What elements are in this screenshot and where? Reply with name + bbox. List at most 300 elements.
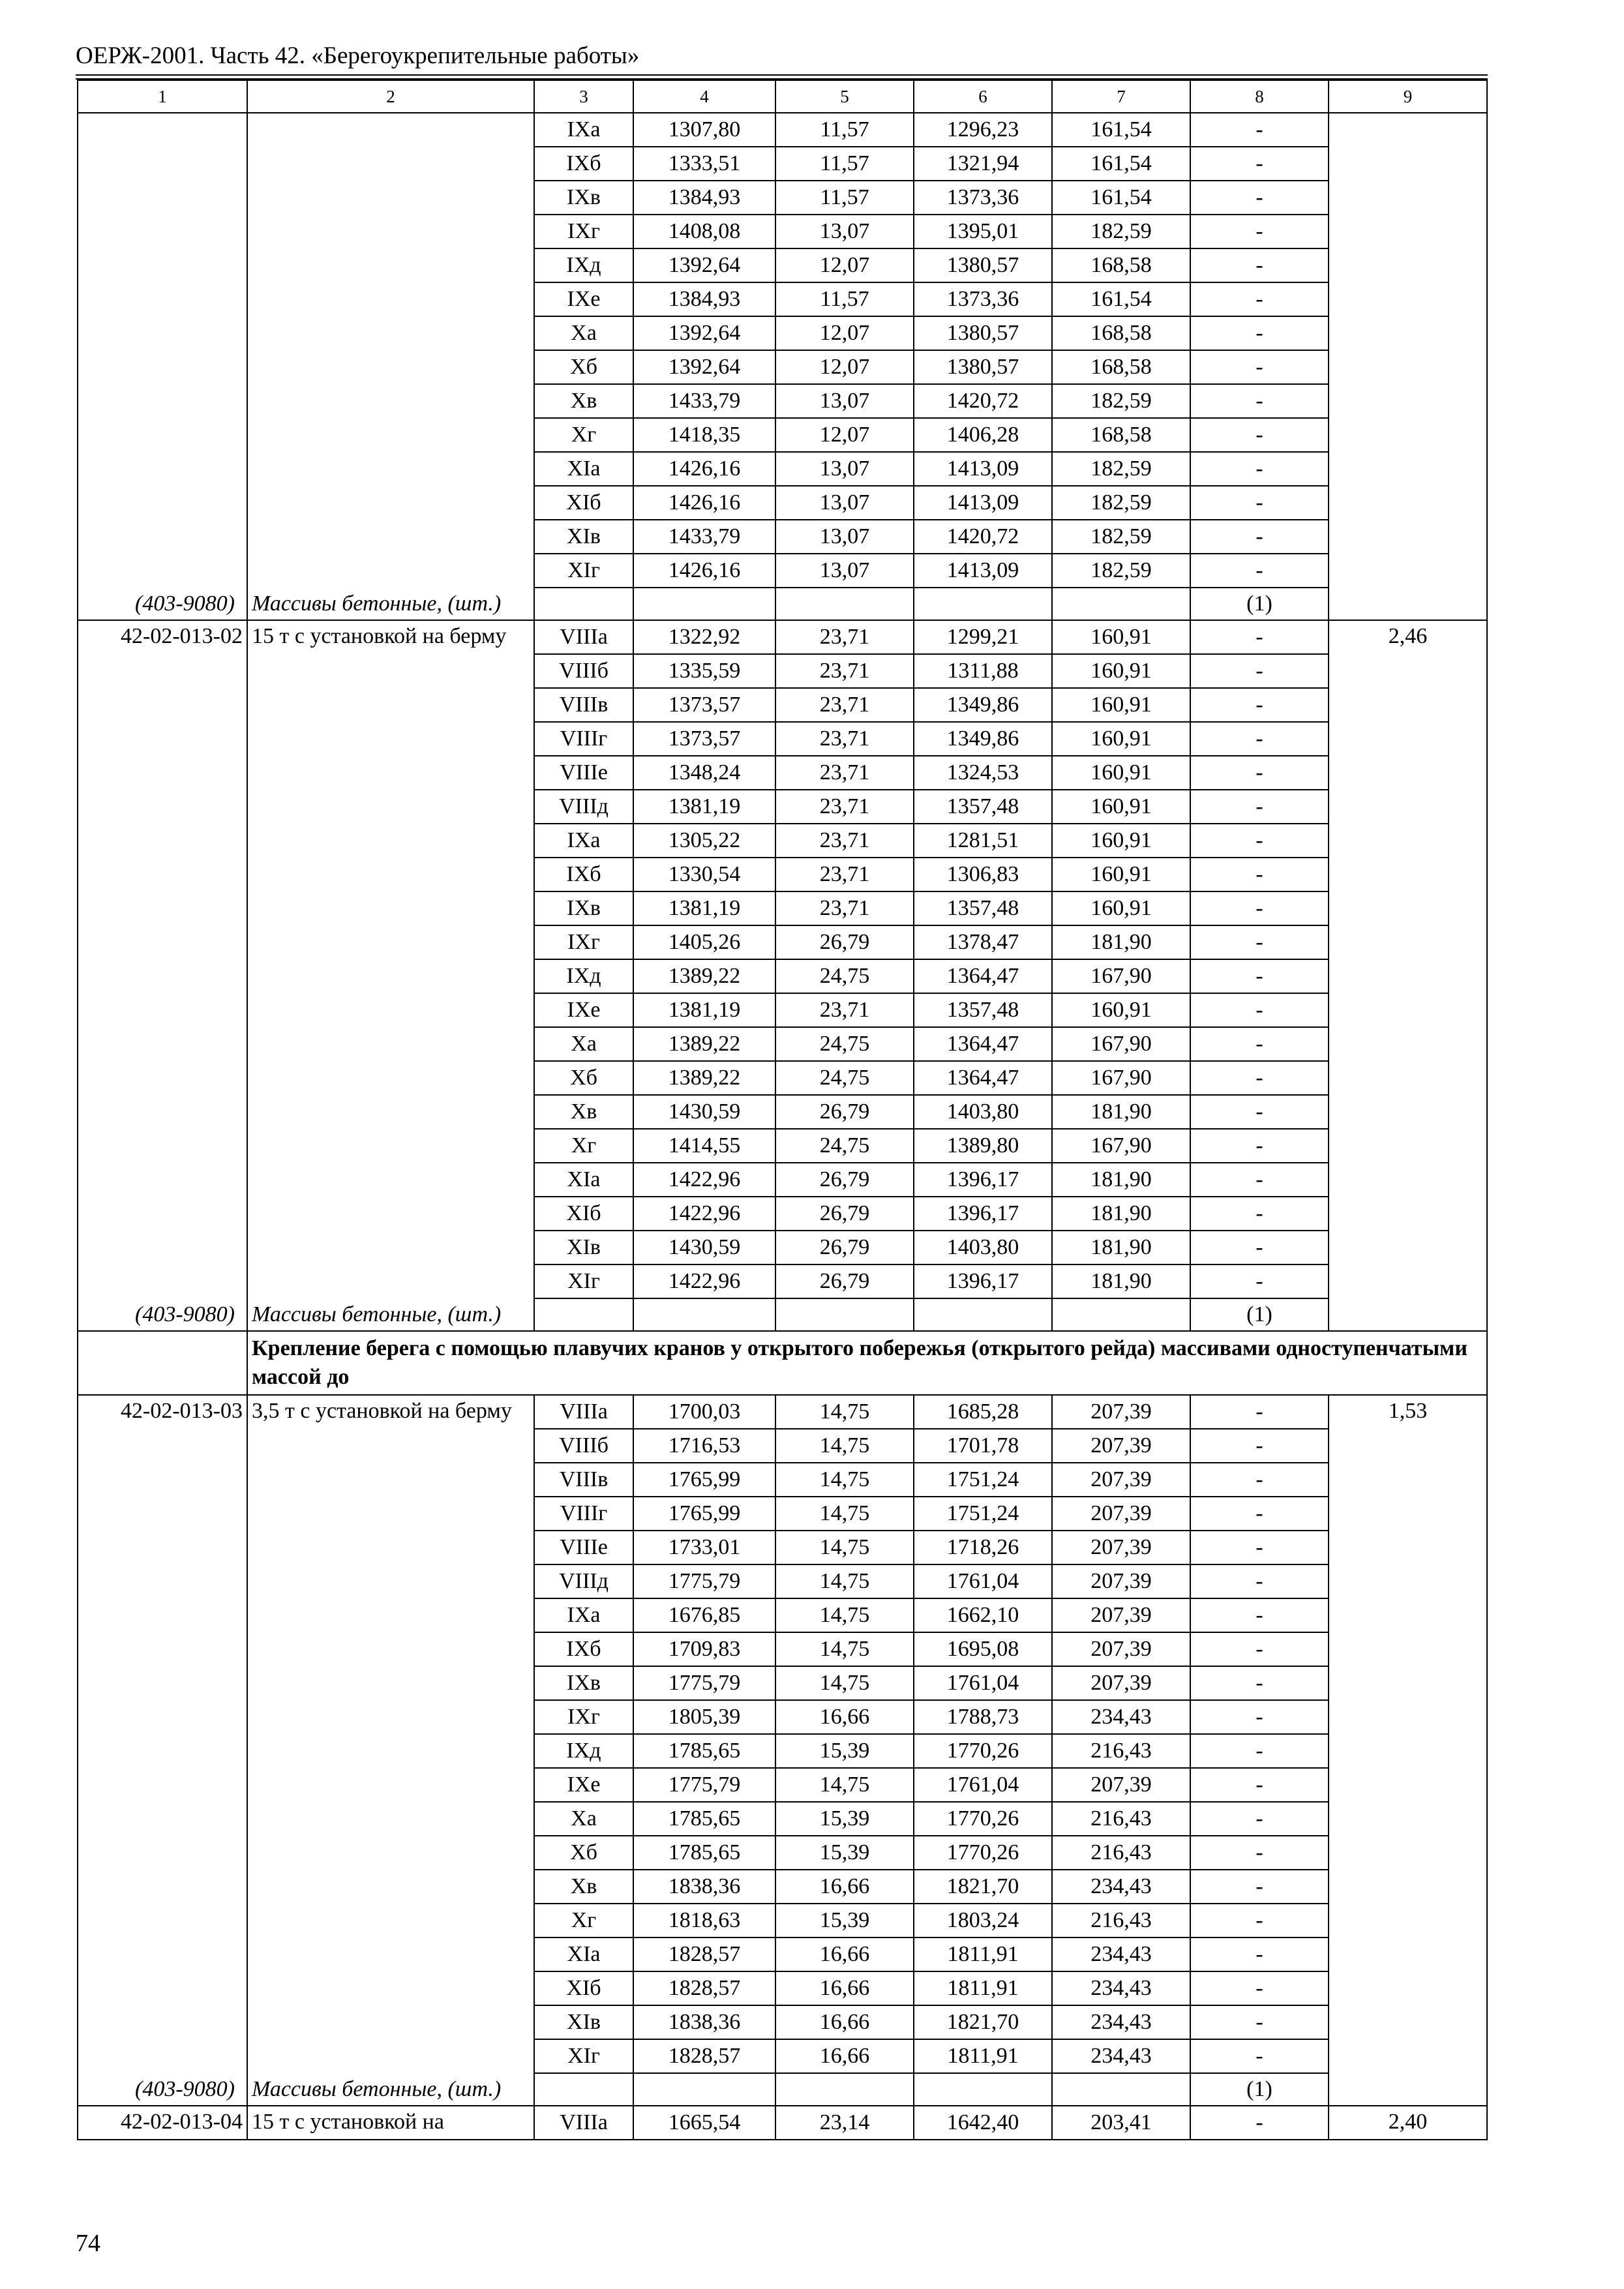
value-cell: - (1190, 1395, 1329, 1429)
zone-cell: IXв (534, 1666, 633, 1700)
value-cell: 161,54 (1052, 181, 1190, 215)
value-cell: 1426,16 (633, 486, 775, 520)
table-body (78, 80, 1487, 2140)
value-cell: 1389,22 (633, 1061, 775, 1095)
value-cell: 14,75 (775, 1598, 914, 1632)
value-cell: - (1190, 1531, 1329, 1564)
value-cell: 1785,65 (633, 1836, 775, 1870)
value-cell: 26,79 (775, 1264, 914, 1298)
value-cell: 1373,36 (914, 282, 1052, 316)
value-cell: 1642,40 (914, 2106, 1052, 2140)
value-cell: 26,79 (775, 1231, 914, 1264)
value-cell: 167,90 (1052, 1129, 1190, 1163)
empty-cell (534, 2073, 633, 2106)
value-cell: 216,43 (1052, 1904, 1190, 1937)
value-cell: - (1190, 688, 1329, 722)
rate-code (78, 113, 247, 620)
column-number: 3 (534, 80, 633, 113)
value-cell: 16,66 (775, 2039, 914, 2073)
value-cell: - (1190, 858, 1329, 891)
value-cell: 1357,48 (914, 790, 1052, 824)
value-cell: 13,07 (775, 384, 914, 418)
zone-cell: IXд (534, 959, 633, 993)
column-number: 6 (914, 80, 1052, 113)
value-cell: - (1190, 1061, 1329, 1095)
resource-label: Массивы бетонные, (шт.) (252, 591, 502, 616)
value-cell: 1828,57 (633, 1971, 775, 2005)
value-cell: 1335,59 (633, 654, 775, 688)
zone-cell: IXб (534, 1632, 633, 1666)
value-cell: 1770,26 (914, 1734, 1052, 1768)
empty-cell (534, 1298, 633, 1331)
rate-name (247, 620, 534, 1331)
resource-qty: (1) (1190, 2073, 1329, 2106)
value-cell: 12,07 (775, 316, 914, 350)
value-cell: 26,79 (775, 1197, 914, 1231)
value-cell: - (1190, 654, 1329, 688)
zone-cell: IXг (534, 925, 633, 959)
value-cell: - (1190, 147, 1329, 181)
value-cell: 182,59 (1052, 384, 1190, 418)
value-cell: 168,58 (1052, 350, 1190, 384)
value-cell: 216,43 (1052, 1836, 1190, 1870)
table-row (78, 2106, 1487, 2140)
value-cell: 1413,09 (914, 486, 1052, 520)
value-cell: 26,79 (775, 1095, 914, 1129)
value-cell: 13,07 (775, 554, 914, 588)
value-cell: 167,90 (1052, 1061, 1190, 1095)
value-cell: 1695,08 (914, 1632, 1052, 1666)
value-cell: 1828,57 (633, 1937, 775, 1971)
value-cell: 1426,16 (633, 554, 775, 588)
value-cell: - (1190, 1497, 1329, 1531)
rate-name (247, 113, 534, 620)
value-cell: 1709,83 (633, 1632, 775, 1666)
empty-cell (534, 588, 633, 620)
value-cell: 1321,94 (914, 147, 1052, 181)
value-cell: 23,71 (775, 654, 914, 688)
rate-name-text: 15 т с установкой на берму (252, 624, 507, 648)
value-cell: 1676,85 (633, 1598, 775, 1632)
value-cell: 207,39 (1052, 1564, 1190, 1598)
value-cell: - (1190, 1231, 1329, 1264)
value-cell: 1311,88 (914, 654, 1052, 688)
value-cell: 160,91 (1052, 824, 1190, 858)
value-cell: 216,43 (1052, 1802, 1190, 1836)
zone-cell: Xа (534, 316, 633, 350)
zone-cell: XIа (534, 1163, 633, 1197)
value-cell: 1775,79 (633, 1768, 775, 1802)
value-cell: 1811,91 (914, 1937, 1052, 1971)
value-cell: 167,90 (1052, 1027, 1190, 1061)
value-cell: 1700,03 (633, 1395, 775, 1429)
value-cell: 1685,28 (914, 1395, 1052, 1429)
value-cell: 1422,96 (633, 1264, 775, 1298)
zone-cell: IXг (534, 215, 633, 248)
value-cell: 1364,47 (914, 1027, 1052, 1061)
value-cell: 1384,93 (633, 282, 775, 316)
rate-name-text: 15 т с установкой на (252, 2110, 444, 2134)
empty-cell (633, 588, 775, 620)
value-cell: 1761,04 (914, 1564, 1052, 1598)
value-cell: 1770,26 (914, 1802, 1052, 1836)
value-cell: - (1190, 1768, 1329, 1802)
value-cell: 181,90 (1052, 1095, 1190, 1129)
value-cell: 161,54 (1052, 147, 1190, 181)
labor-cell: 2,40 (1329, 2106, 1487, 2140)
value-cell: 1405,26 (633, 925, 775, 959)
empty-cell (775, 1298, 914, 1331)
value-cell: 14,75 (775, 1666, 914, 1700)
column-number: 2 (247, 80, 534, 113)
value-cell: 160,91 (1052, 858, 1190, 891)
value-cell: 1378,47 (914, 925, 1052, 959)
value-cell: 234,43 (1052, 1870, 1190, 1904)
rate-code-text: 42-02-013-04 (121, 2110, 243, 2134)
value-cell: 11,57 (775, 147, 914, 181)
value-cell: - (1190, 554, 1329, 588)
value-cell: - (1190, 1129, 1329, 1163)
value-cell: 234,43 (1052, 2005, 1190, 2039)
value-cell: 1751,24 (914, 1463, 1052, 1497)
zone-cell: Xв (534, 1870, 633, 1904)
value-cell: 23,71 (775, 824, 914, 858)
value-cell: 1357,48 (914, 891, 1052, 925)
section-empty-cell (78, 1331, 247, 1395)
value-cell: 23,71 (775, 620, 914, 654)
zone-cell: VIIIд (534, 790, 633, 824)
value-cell: 207,39 (1052, 1463, 1190, 1497)
zone-cell: VIIIг (534, 1497, 633, 1531)
resource-code: (403-9080) (135, 2077, 235, 2101)
value-cell: 1408,08 (633, 215, 775, 248)
value-cell: 16,66 (775, 1971, 914, 2005)
value-cell: 1380,57 (914, 350, 1052, 384)
value-cell: - (1190, 452, 1329, 486)
value-cell: 1716,53 (633, 1429, 775, 1463)
value-cell: - (1190, 1870, 1329, 1904)
value-cell: 1330,54 (633, 858, 775, 891)
value-cell: 23,14 (775, 2106, 914, 2140)
value-cell: 168,58 (1052, 418, 1190, 452)
value-cell: 24,75 (775, 959, 914, 993)
empty-cell (775, 2073, 914, 2106)
value-cell: 26,79 (775, 1163, 914, 1197)
value-cell: 23,71 (775, 722, 914, 756)
value-cell: - (1190, 824, 1329, 858)
value-cell: 24,75 (775, 1061, 914, 1095)
value-cell: 1765,99 (633, 1463, 775, 1497)
value-cell: 23,71 (775, 993, 914, 1027)
value-cell: 203,41 (1052, 2106, 1190, 2140)
empty-cell (914, 2073, 1052, 2106)
value-cell: 1765,99 (633, 1497, 775, 1531)
value-cell: 1403,80 (914, 1095, 1052, 1129)
zone-cell: Xв (534, 1095, 633, 1129)
rate-code (78, 620, 247, 1331)
column-number: 1 (78, 80, 247, 113)
value-cell: 13,07 (775, 215, 914, 248)
rate-code-text: 42-02-013-02 (121, 624, 243, 648)
zone-cell: IXв (534, 181, 633, 215)
zone-cell: IXе (534, 282, 633, 316)
empty-cell (1052, 2073, 1190, 2106)
value-cell: - (1190, 722, 1329, 756)
value-cell: 161,54 (1052, 282, 1190, 316)
value-cell: 15,39 (775, 1734, 914, 1768)
value-cell: - (1190, 790, 1329, 824)
value-cell: 1373,57 (633, 688, 775, 722)
value-cell: - (1190, 1734, 1329, 1768)
value-cell: 15,39 (775, 1802, 914, 1836)
value-cell: 234,43 (1052, 2039, 1190, 2073)
value-cell: 1803,24 (914, 1904, 1052, 1937)
value-cell: 181,90 (1052, 1163, 1190, 1197)
zone-cell: XIг (534, 1264, 633, 1298)
zone-cell: XIв (534, 2005, 633, 2039)
value-cell: 13,07 (775, 486, 914, 520)
value-cell: 1333,51 (633, 147, 775, 181)
value-cell: 1384,93 (633, 181, 775, 215)
value-cell: - (1190, 1836, 1329, 1870)
zone-cell: IXв (534, 891, 633, 925)
value-cell: 13,07 (775, 452, 914, 486)
resource-qty: (1) (1190, 588, 1329, 620)
resource-label: Массивы бетонные, (шт.) (252, 2077, 502, 2101)
value-cell: 14,75 (775, 1497, 914, 1531)
value-cell: 1299,21 (914, 620, 1052, 654)
value-cell: 1392,64 (633, 316, 775, 350)
value-cell: 1281,51 (914, 824, 1052, 858)
table-row (78, 1395, 1487, 1429)
value-cell: - (1190, 993, 1329, 1027)
zone-cell: IXб (534, 147, 633, 181)
value-cell: 1422,96 (633, 1197, 775, 1231)
value-cell: - (1190, 1632, 1329, 1666)
rates-table (77, 80, 1488, 2140)
zone-cell: IXе (534, 993, 633, 1027)
value-cell: 1413,09 (914, 452, 1052, 486)
value-cell: 1821,70 (914, 1870, 1052, 1904)
value-cell: - (1190, 248, 1329, 282)
zone-cell: XIг (534, 2039, 633, 2073)
value-cell: 1433,79 (633, 520, 775, 554)
value-cell: 160,91 (1052, 620, 1190, 654)
value-cell: 11,57 (775, 181, 914, 215)
zone-cell: Xг (534, 418, 633, 452)
value-cell: 1395,01 (914, 215, 1052, 248)
value-cell: 1718,26 (914, 1531, 1052, 1564)
value-cell: 1306,83 (914, 858, 1052, 891)
value-cell: 15,39 (775, 1904, 914, 1937)
value-cell: 160,91 (1052, 688, 1190, 722)
value-cell: 1307,80 (633, 113, 775, 147)
value-cell: - (1190, 1937, 1329, 1971)
value-cell: 14,75 (775, 1531, 914, 1564)
zone-cell: Xг (534, 1904, 633, 1937)
value-cell: 1821,70 (914, 2005, 1052, 2039)
value-cell: 1751,24 (914, 1497, 1052, 1531)
value-cell: 1761,04 (914, 1768, 1052, 1802)
section-heading-row (78, 1331, 1487, 1395)
value-cell: 12,07 (775, 350, 914, 384)
value-cell: 1818,63 (633, 1904, 775, 1937)
resource-code: (403-9080) (135, 591, 235, 616)
value-cell: - (1190, 1802, 1329, 1836)
resource-code: (403-9080) (135, 1302, 235, 1326)
value-cell: - (1190, 1463, 1329, 1497)
zone-cell: IXе (534, 1768, 633, 1802)
rate-code (78, 2106, 247, 2140)
value-cell: 181,90 (1052, 1231, 1190, 1264)
value-cell: 23,71 (775, 858, 914, 891)
value-cell: 207,39 (1052, 1429, 1190, 1463)
page-header: ОЕРЖ-2001. Часть 42. «Берегоукрепительные работы» (76, 42, 640, 69)
value-cell: 1392,64 (633, 248, 775, 282)
value-cell: 23,71 (775, 790, 914, 824)
value-cell: 160,91 (1052, 756, 1190, 790)
value-cell: 1380,57 (914, 316, 1052, 350)
value-cell: 1392,64 (633, 350, 775, 384)
zone-cell: VIIIе (534, 756, 633, 790)
value-cell: 1418,35 (633, 418, 775, 452)
column-number: 8 (1190, 80, 1329, 113)
zone-cell: VIIIе (534, 1531, 633, 1564)
value-cell: 1788,73 (914, 1700, 1052, 1734)
value-cell: 168,58 (1052, 248, 1190, 282)
value-cell: 12,07 (775, 248, 914, 282)
value-cell: - (1190, 486, 1329, 520)
zone-cell: IXд (534, 248, 633, 282)
value-cell: 1381,19 (633, 790, 775, 824)
value-cell: 1430,59 (633, 1231, 775, 1264)
value-cell: 1422,96 (633, 1163, 775, 1197)
value-cell: 234,43 (1052, 1937, 1190, 1971)
zone-cell: VIIIа (534, 620, 633, 654)
value-cell: - (1190, 316, 1329, 350)
value-cell: 1838,36 (633, 2005, 775, 2039)
value-cell: 11,57 (775, 113, 914, 147)
value-cell: 1733,01 (633, 1531, 775, 1564)
value-cell: 14,75 (775, 1768, 914, 1802)
value-cell: - (1190, 1700, 1329, 1734)
value-cell: 23,71 (775, 891, 914, 925)
value-cell: - (1190, 925, 1329, 959)
empty-cell (633, 2073, 775, 2106)
value-cell: - (1190, 2005, 1329, 2039)
value-cell: 1403,80 (914, 1231, 1052, 1264)
value-cell: - (1190, 418, 1329, 452)
value-cell: 1396,17 (914, 1163, 1052, 1197)
value-cell: - (1190, 1197, 1329, 1231)
rate-code (78, 1395, 247, 2106)
value-cell: 1389,22 (633, 1027, 775, 1061)
value-cell: 160,91 (1052, 722, 1190, 756)
value-cell: 15,39 (775, 1836, 914, 1870)
zone-cell: VIIIа (534, 2106, 633, 2140)
value-cell: 14,75 (775, 1564, 914, 1598)
value-cell: 168,58 (1052, 316, 1190, 350)
empty-cell (1052, 1298, 1190, 1331)
column-number: 5 (775, 80, 914, 113)
value-cell: - (1190, 282, 1329, 316)
value-cell: 1838,36 (633, 1870, 775, 1904)
value-cell: 181,90 (1052, 1197, 1190, 1231)
value-cell: 14,75 (775, 1429, 914, 1463)
value-cell: 234,43 (1052, 1700, 1190, 1734)
zone-cell: Xб (534, 1061, 633, 1095)
zone-cell: Xа (534, 1802, 633, 1836)
value-cell: 16,66 (775, 1700, 914, 1734)
rate-name (247, 2106, 534, 2140)
value-cell: - (1190, 1564, 1329, 1598)
value-cell: - (1190, 959, 1329, 993)
labor-cell (1329, 113, 1487, 620)
zone-cell: Xв (534, 384, 633, 418)
zone-cell: VIIIг (534, 722, 633, 756)
column-number: 4 (633, 80, 775, 113)
value-cell: 1420,72 (914, 384, 1052, 418)
zone-cell: Xб (534, 1836, 633, 1870)
resource-qty: (1) (1190, 1298, 1329, 1331)
rate-name (247, 1395, 534, 2106)
value-cell: - (1190, 1429, 1329, 1463)
value-cell: 1426,16 (633, 452, 775, 486)
value-cell: 182,59 (1052, 452, 1190, 486)
value-cell: 16,66 (775, 2005, 914, 2039)
value-cell: 216,43 (1052, 1734, 1190, 1768)
section-heading: Крепление берега с помощью плавучих кранов у открытого побережья (открытого рейда) массивами одноступенчатыми массой до (247, 1331, 1487, 1395)
value-cell: 1305,22 (633, 824, 775, 858)
value-cell: 1420,72 (914, 520, 1052, 554)
value-cell: 11,57 (775, 282, 914, 316)
zone-cell: VIIIа (534, 1395, 633, 1429)
value-cell: 161,54 (1052, 113, 1190, 147)
value-cell: 1775,79 (633, 1666, 775, 1700)
value-cell: 1348,24 (633, 756, 775, 790)
zone-cell: VIIIб (534, 1429, 633, 1463)
value-cell: 1381,19 (633, 993, 775, 1027)
value-cell: 1662,10 (914, 1598, 1052, 1632)
zone-cell: VIIIб (534, 654, 633, 688)
value-cell: 160,91 (1052, 993, 1190, 1027)
value-cell: - (1190, 1027, 1329, 1061)
value-cell: 160,91 (1052, 891, 1190, 925)
value-cell: 1665,54 (633, 2106, 775, 2140)
value-cell: 14,75 (775, 1632, 914, 1666)
column-number: 7 (1052, 80, 1190, 113)
value-cell: 13,07 (775, 520, 914, 554)
value-cell: 23,71 (775, 756, 914, 790)
rate-name-text: 3,5 т с установкой на берму (252, 1399, 512, 1423)
value-cell: - (1190, 2106, 1329, 2140)
value-cell: 1413,09 (914, 554, 1052, 588)
value-cell: 167,90 (1052, 959, 1190, 993)
value-cell: - (1190, 181, 1329, 215)
value-cell: 1389,22 (633, 959, 775, 993)
zone-cell: VIIIв (534, 688, 633, 722)
value-cell: 26,79 (775, 925, 914, 959)
zone-cell: Xа (534, 1027, 633, 1061)
value-cell: 1396,17 (914, 1197, 1052, 1231)
zone-cell: XIа (534, 452, 633, 486)
empty-cell (633, 1298, 775, 1331)
value-cell: 1406,28 (914, 418, 1052, 452)
value-cell: 23,71 (775, 688, 914, 722)
value-cell: 1322,92 (633, 620, 775, 654)
value-cell: 16,66 (775, 1937, 914, 1971)
zone-cell: IXб (534, 858, 633, 891)
